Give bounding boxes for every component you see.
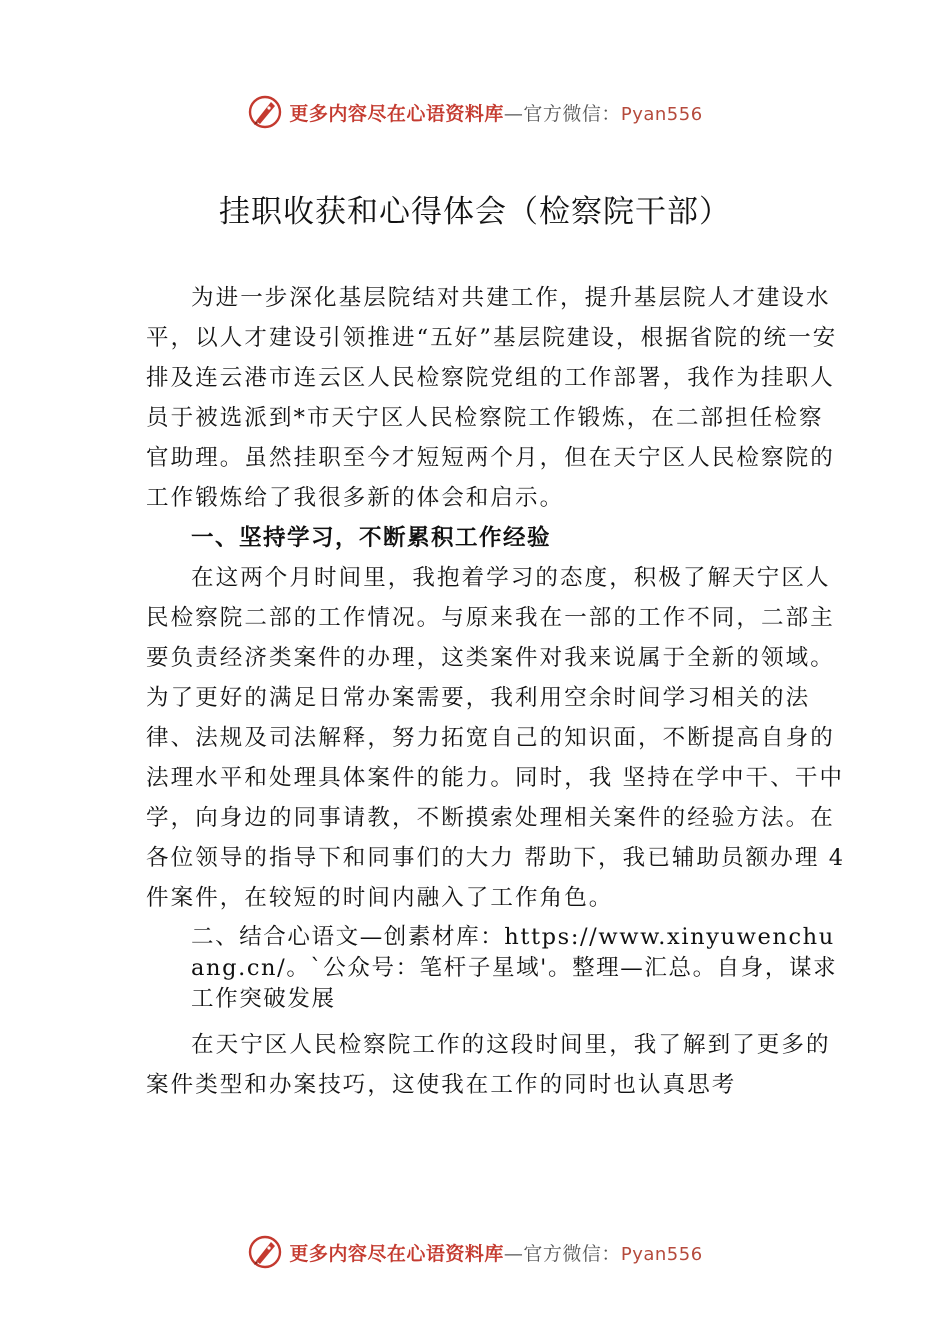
- document-body: [146, 278, 846, 1105]
- watermark-brand: 更多内容尽在心语资料库: [289, 102, 504, 125]
- document-title: 挂职收获和心得体会（检察院干部）: [219, 194, 731, 230]
- paragraph-intro: 为进一步深化基层院结对共建工作，提升基层院人才建设水平，以人才建设引领推进“五好”基层院建设，根据省院的统一安排及连云港市连云区人民检察院党组的工作部署，我作为挂职人员于被选派到*市天宁区人民检察院工作锻炼，在二部担任检察官助理。虽然挂职至今才短短两个月，但在天宁区人民检察院的工作锻炼给了我很多新的体会和启示。: [146, 285, 838, 511]
- pen-nib-logo-icon: [247, 94, 283, 130]
- watermark-brand: 更多内容尽在心语资料库: [289, 1242, 504, 1265]
- watermark-label: —官方微信：: [503, 1242, 621, 1265]
- watermark-wechat-id: Pyan556: [620, 103, 703, 125]
- watermark-wechat-id: Pyan556: [620, 1243, 703, 1265]
- section-heading-1: 一、坚持学习，不断累积工作经验: [191, 525, 552, 551]
- watermark-text: [289, 1239, 702, 1266]
- section-heading-2: 二、结合心语文—创素材库：https://www.xinyuwenchuang.cn/。`公众号：笔杆子星域'。整理—汇总。自身，谋求工作突破发展: [191, 924, 838, 1012]
- pen-nib-logo-icon: [247, 1234, 283, 1270]
- paragraph-section-1: 在这两个月时间里，我抱着学习的态度，积极了解天宁区人民检察院二部的工作情况。与原来我在一部的工作不同，二部主要负责经济类案件的办理，这类案件对我来说属于全新的领域。为了更好的满足日常办案需要，我利用空余时间学习相关的法律、法规及司法解释，努力拓宽自己的知识面，不断提高自身的法理水平和处理具体案件的能力。同时，我 坚持在学中干、干中学，向身边的同事请教，不断摸索处理相关案件的经验方法。在各位领导的指导下和同事们的大力 帮助下，我已辅助员额办理 4 件案件，在较短的时间内融入了工作角色。: [146, 565, 846, 911]
- watermark-text: [289, 99, 702, 126]
- paragraph-section-2: 在天宁区人民检察院工作的这段时间里，我了解到了更多的案件类型和办案技巧，这使我在工作的同时也认真思考: [146, 1032, 831, 1098]
- watermark-label: —官方微信：: [503, 102, 621, 125]
- header-watermark-banner: [0, 92, 950, 132]
- footer-watermark-banner: [0, 1232, 950, 1272]
